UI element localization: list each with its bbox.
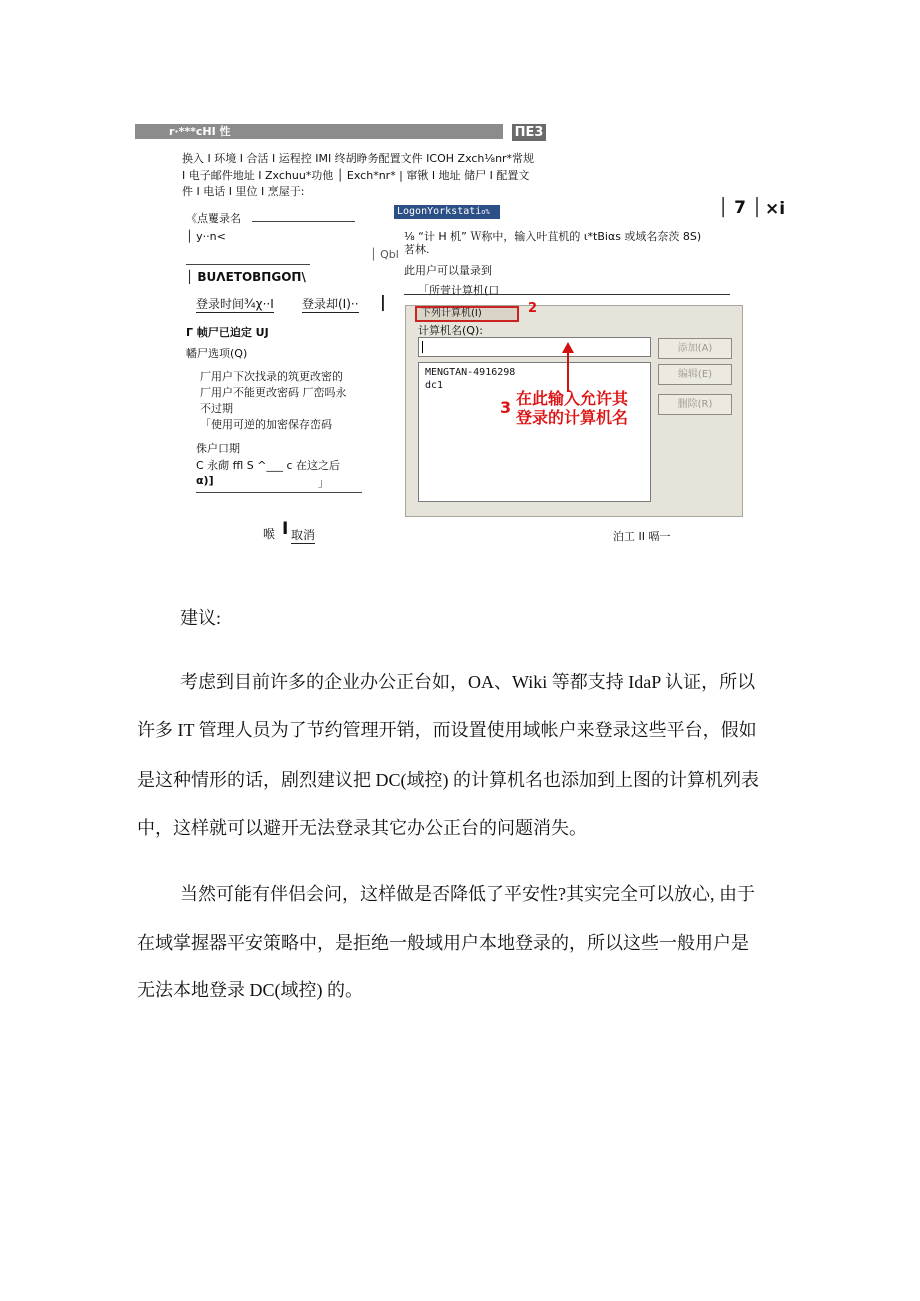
paragraph-2-line-1: 当然可能有伴侣会问，这样做是否降低了平安性?其实完全可以放心, 由于 bbox=[180, 884, 755, 904]
annotation-3: 3 bbox=[500, 398, 512, 417]
list-item[interactable]: dc1 bbox=[425, 380, 444, 391]
paragraph-1-line-4: 中，这样就可以避开无法登录其它办公正台的问题消失。 bbox=[137, 818, 587, 838]
paragraph-1-line-3: 是这种情形的话，剧烈建议把 DC(域控) 的计算机名也添加到上图的计算机列表 bbox=[137, 770, 759, 790]
annotation-text-2: 登录的计算机名 bbox=[516, 408, 629, 427]
logon-title-text: LogonYorkstati bbox=[397, 206, 482, 217]
text-cursor bbox=[422, 341, 423, 353]
ok-button[interactable]: 喉 bbox=[263, 527, 276, 541]
following-computers-label: 下列计算机(I) bbox=[421, 308, 482, 319]
logon-title-tail: o% bbox=[481, 208, 490, 216]
computer-list[interactable] bbox=[418, 362, 651, 502]
option-change-password[interactable]: 厂用户下次找录的筑更改密的 bbox=[200, 370, 343, 383]
annotation-2: 2 bbox=[528, 301, 538, 316]
account-locked-checkbox[interactable]: Γ 帧尸已迫定 UJ bbox=[186, 326, 269, 339]
help-label: 7 bbox=[734, 198, 746, 218]
list-item[interactable]: MENGTAN-4916298 bbox=[425, 367, 516, 378]
dialog-title-bar bbox=[135, 124, 503, 139]
pre-win2000-name[interactable]: │ BUΛETOBΠGOΠ\ bbox=[186, 270, 306, 284]
account-expires-label: 侏户口期 bbox=[196, 442, 240, 455]
dialog-title: r·***cHI 性 bbox=[169, 125, 231, 138]
computer-name-label: 计算机名(Q): bbox=[418, 324, 483, 337]
article-heading: 建议: bbox=[180, 608, 222, 628]
logon-to-button[interactable]: 登录却(I)·· bbox=[302, 297, 359, 311]
logon-description-2: 茗林. bbox=[404, 243, 430, 256]
annotation-text-1: 在此输入允许其 bbox=[516, 389, 629, 408]
logon-close-button[interactable]: ×i bbox=[765, 199, 786, 219]
separator-line bbox=[186, 264, 310, 265]
following-computers-radio[interactable] bbox=[415, 306, 519, 322]
tab-row-3[interactable]: 件 I 电话 I 里位 I 烹屋于: bbox=[182, 185, 305, 198]
logon-workstations-title bbox=[394, 205, 500, 219]
logon-name-field[interactable] bbox=[252, 221, 355, 222]
account-options-label: 幡尸选项(Q) bbox=[186, 347, 248, 360]
qbl-label: │ Qbl bbox=[370, 248, 399, 261]
computer-name-input[interactable] bbox=[418, 337, 651, 357]
button-divider: I bbox=[282, 519, 289, 539]
dialog-close-button[interactable]: ΠE3 bbox=[512, 124, 546, 141]
add-button[interactable]: 添加(A) bbox=[658, 338, 732, 359]
logon-hours-button[interactable]: 登录时间¾χ··I bbox=[196, 297, 274, 311]
paragraph-1-line-1: 考虑到目前许多的企业办公正台如，OA、Wiki 等都支持 IdaP 认证，所以 bbox=[180, 672, 756, 692]
option-reversible-encryption[interactable]: 「使用可逆的加密保存峦码 bbox=[200, 418, 332, 431]
divider-bar: | bbox=[380, 292, 386, 311]
paragraph-2-line-3: 无法本地登录 DC(域控) 的。 bbox=[137, 980, 363, 1000]
expiry-underline bbox=[196, 492, 362, 493]
expiry-date-field[interactable]: α)] bbox=[196, 474, 214, 487]
apply-button[interactable]: 泊工 II 嗝一 bbox=[613, 530, 671, 543]
paragraph-1-line-2: 许多 IT 管理人员为了节约管理开销，而设置使用域帐户来登录这些平台，假如 bbox=[137, 720, 757, 740]
expiry-dropdown-icon[interactable]: 」 bbox=[318, 476, 329, 489]
logon-description: ⅛ “计 H 机” Ｗ称中，输入叶苴机的 ι*tBiαs 或域名奈茨 8S) bbox=[404, 230, 702, 243]
paragraph-2-line-2: 在域掌握器平安策略中，是拒绝一般域用户本地登录的，所以这些一般用户是 bbox=[137, 933, 749, 953]
option-cannot-change[interactable]: 厂用户不能更改密码 厂峦吗永 bbox=[200, 386, 347, 399]
arrow-head bbox=[562, 342, 574, 353]
logon-divider bbox=[404, 294, 730, 295]
cancel-button[interactable]: 取消 bbox=[291, 528, 316, 542]
help-button[interactable]: │ 7 │ bbox=[718, 198, 763, 218]
remove-button[interactable]: 删除(R) bbox=[658, 394, 732, 415]
logon-name-label: 《点矍录名 bbox=[186, 212, 241, 225]
edit-button[interactable]: 编辑(E) bbox=[658, 364, 732, 385]
can-logon-label: 此用户可以量录到 bbox=[404, 264, 492, 277]
tab-row-2[interactable]: I 电子邮件地址 I Zxchuu*功他 │ Exch*nr* | 窜锹 I 地址 储尸 I 配置文 bbox=[182, 169, 530, 182]
option-never-expire[interactable]: 不过期 bbox=[200, 402, 233, 415]
expiry-never-radio[interactable]: C 永砌 ffl S ^___ c 在这之后 bbox=[196, 459, 341, 472]
tab-row-1[interactable]: 换入 I 环境 I 合活 I 运程控 IMI 终胡睁务配置文件 ICOH Zxch⅛nr*常规 bbox=[182, 152, 535, 165]
all-computers-radio[interactable]: 「所萱计算机(口 bbox=[418, 284, 500, 297]
domain-value[interactable]: │ y··n< bbox=[186, 230, 226, 243]
